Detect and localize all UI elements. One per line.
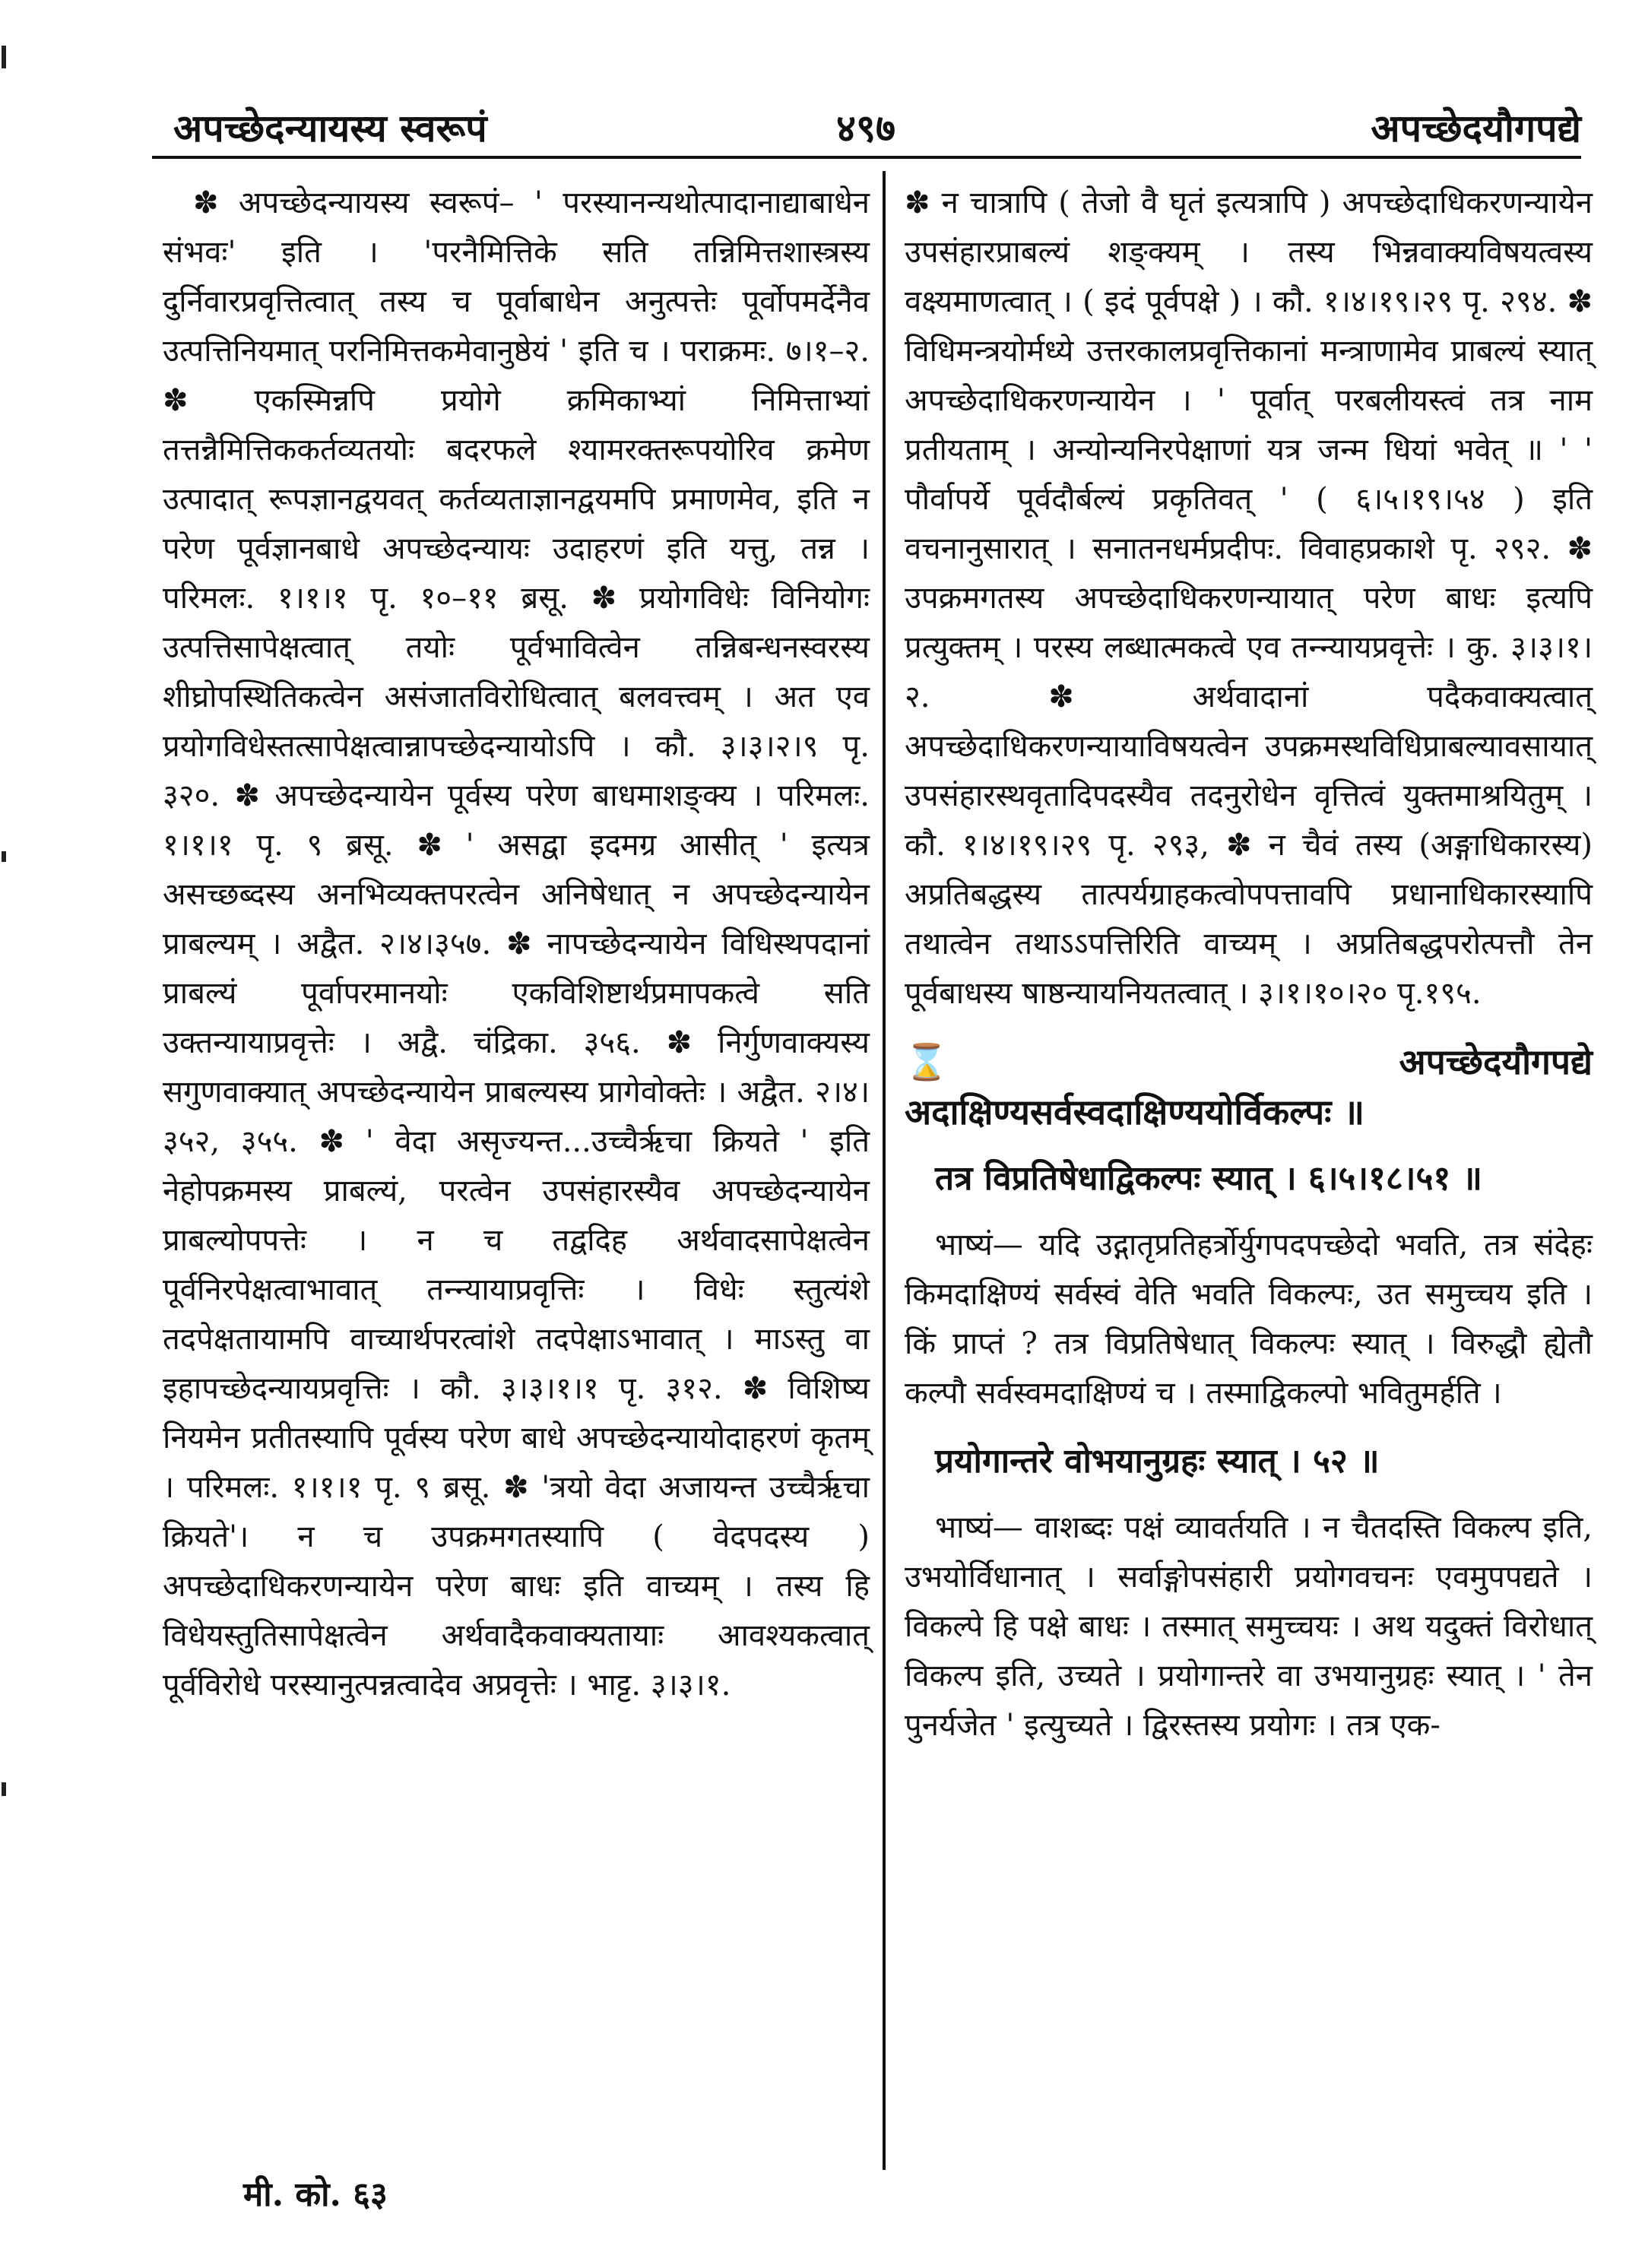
sutra-52: प्रयोगान्तरे वोभयानुग्रहः स्यात् । ५२ ॥ [935,1442,1380,1481]
running-head-right: अपच्छेदयौगपद्ये [1371,106,1581,150]
scan-edge-mark [2,851,6,862]
bhashya-51: भाष्यं— यदि उद्गातृप्रतिहर्त्रोर्युगपदपच्छेदो भवति, तत्र संदेहः किमदाक्षिण्यं सर्वस्वं वेति भवति विकल्पः, उत समुच्चय इति । किं प्राप्तं ? तत्र विप्रतिषेधात् विकल्पः स्यात् । विरुद्धौ ह्येतौ कल्पौ सर्वस्वमदाक्षिण्यं च । तस्माद्विकल्पो भवितुमर्हति । [905,1227,1593,1411]
scan-edge-mark [2,1782,6,1796]
page-number: ४९७ [836,106,895,150]
right-column [905,179,1593,1769]
bhashya-52: भाष्यं— वाशब्दः पक्षं व्यावर्तयति । न चैतदस्ति विकल्प इति, उभयोर्विधानात् । सर्वाङ्गोपसंहारी प्रयोगवचनः एवमुपपद्यते । विकल्पे हि पक्षे बाधः । तस्मात् समुच्चयः । अथ यदुक्तं विरोधात् विकल्प इति, उच्यते । प्रयोगान्तरे वा उभयानुग्रहः स्यात् । ' तेन पुनर्यजेत ' इत्युच्यते । द्विरस्तस्य प्रयोगः । तत्र एक- [905,1510,1593,1743]
running-head-left: अपच्छेदन्यायस्य स्वरूपं [173,106,487,150]
scan-edge-mark [2,46,6,68]
sutra-51: तत्र विप्रतिषेधाद्विकल्पः स्यात् । ६।५।१८।५१ ॥ [935,1159,1482,1198]
left-column [163,179,870,1728]
section-heading: ⌛ अपच्छेदयौगपद्ये अदाक्षिण्यसर्वस्वदाक्षिण्ययोर्विकल्पः ॥ [905,1041,1593,1132]
header-rule [152,156,1581,159]
page-header [152,87,1581,156]
column-divider [883,171,886,2170]
left-column-text: ✽ अपच्छेदन्यायस्य स्वरूपं– ' परस्यानन्यथोत्पादानाद्याबाधेन संभवः' इति । 'परनैमित्तिके सति तन्निमित्तशास्त्रस्य दुर्निवारप्रवृत्तित्वात् तस्य च पूर्वाबाधेन अनुत्पत्तेः पूर्वोपमर्देनैव उत्पत्तिनियमात् परनिमित्तकमेवानुष्ठेयं ' इति च । पराक्रमः. ७।१–२. ✽ एकस्मिन्नपि प्रयोगे क्रमिकाभ्यां निमित्ताभ्यां तत्तन्नैमित्तिककर्तव्यतयोः बदरफले श्यामरक्तरूपयोरिव क्रमेण उत्पादात् रूपज्ञानद्वयवत् कर्तव्यताज्ञानद्वयमपि प्रमाणमेव, इति न परेण पूर्वज्ञानबाधे अपच्छेदन्यायः उदाहरणं इति यत्तु, तन्न । परिमलः. १।१।१ पृ. १०–११ ब्रसू. ✽ प्रयोगविधेः विनियोगः उत्पत्तिसापेक्षत्वात् तयोः पूर्वभावित्वेन तन्निबन्धनस्वरस्य शीघ्रोपस्थितिकत्वेन असंजातविरोधित्वात् बलवत्त्वम् । अत एव प्रयोगविधेस्तत्सापेक्षत्वान्नापच्छेदन्यायोऽपि । कौ. ३।३।२।९ पृ. ३२०. ✽ अपच्छेदन्यायेन पूर्वस्य परेण बाधमाशङ्क्य । परिमलः. १।१।१ पृ. ९ ब्रसू. ✽ ' असद्वा इदमग्र आसीत् ' इत्यत्र असच्छब्दस्य अनभिव्यक्तपरत्वेन अनिषेधात् न अपच्छेदन्यायेन प्राबल्यम् । अद्वैत. २।४।३५७. ✽ नापच्छेदन्यायेन विधिस्थपदानां प्राबल्यं पूर्वापरमानयोः एकविशिष्टार्थप्रमापकत्वे सति उक्तन्यायाप्रवृत्तेः । अद्वै. चंद्रिका. ३५६. ✽ निर्गुणवाक्यस्य सगुणवाक्यात् अपच्छेदन्यायेन प्राबल्यस्य प्रागेवोक्तेः । अद्वैत. २।४।३५२, ३५५. ✽ ' वेदा असृज्यन्त...उच्चैर्ऋचा क्रियते ' इति नेहोपक्रमस्य प्राबल्यं, परत्वेन उपसंहारस्यैव अपच्छेदन्यायेन प्राबल्योपपत्तेः । न च तद्वदिह अर्थवादसापेक्षत्वेन पूर्वनिरपेक्षत्वाभावात् तन्न्यायाप्रवृत्तिः । विधेः स्तुत्यंशे तदपेक्षतायामपि वाच्यार्थपरत्वांशे तदपेक्षाऽभावात् । माऽस्तु वा इहापच्छेदन्यायप्रवृत्तिः । कौ. ३।३।१।१ पृ. ३१२. ✽ विशिष्य नियमेन प्रतीतस्यापि पूर्वस्य परेण बाधे अपच्छेदन्यायोदाहरणं कृतम् । परिमलः. १।१।१ पृ. ९ ब्रसू. ✽ 'त्रयो वेदा अजायन्त उच्चैर्ऋचा क्रियते'। न च उपक्रमगतस्यापि ( वेदपदस्य ) अपच्छेदाधिकरणन्यायेन परेण बाधः इति वाच्यम् । तस्य हि विधेयस्तुतिसापेक्षत्वेन अर्थवादैकवाक्यतायाः आवश्यकत्वात् पूर्वविरोधे परस्यानुत्पन्नत्वादेव अप्रवृत्तेः । भाट्ट. ३।३।१. [163,185,870,1703]
right-column-text: ✽ न चात्रापि ( तेजो वै घृतं इत्यत्रापि ) अपच्छेदाधिकरणन्यायेन उपसंहारप्राबल्यं शङ्क्यम् । तस्य भिन्नवाक्यविषयत्वस्य वक्ष्यमाणत्वात् । ( इदं पूर्वपक्षे ) । कौ. १।४।१९।२९ पृ. २९४. ✽ विधिमन्त्रयोर्मध्ये उत्तरकालप्रवृत्तिकानां मन्त्राणामेव प्राबल्यं स्यात् अपच्छेदाधिकरणन्यायेन । ' पूर्वात् परबलीयस्त्वं तत्र नाम प्रतीयताम् । अन्योन्यनिरपेक्षाणां यत्र जन्म धियां भवेत् ॥ ' ' पौर्वापर्ये पूर्वदौर्बल्यं प्रकृतिवत् ' ( ६।५।१९।५४ ) इति वचनानुसारात् । सनातनधर्मप्रदीपः. विवाहप्रकाशे पृ. २९२. ✽ उपक्रमगतस्य अपच्छेदाधिकरणन्यायात् परेण बाधः इत्यपि प्रत्युक्तम् । परस्य लब्धात्मकत्वे एव तन्न्यायप्रवृत्तेः । कु. ३।३।१।२. ✽ अर्थवादानां पदैकवाक्यत्वात् अपच्छेदाधिकरणन्यायाविषयत्वेन उपक्रमस्थविधिप्राबल्यावसायात् उपसंहारस्थवृतादिपदस्यैव तदनुरोधेन वृत्तित्वं युक्तमाश्रयितुम् । कौ. १।४।१९।२९ पृ. २९३, ✽ न चैवं तस्य (अङ्गाधिकारस्य) अप्रतिबद्धस्य तात्पर्यग्राहकत्वोपपत्तावपि प्रधानाधिकारस्यापि तथात्वेन तथाऽऽपत्तिरिति वाच्यम् । अप्रतिबद्धपरोत्पत्तौ तेन पूर्वबाधस्य षाष्ठन्यायनियतत्वात् । ३।१।१०।२० पृ.१९५. [905,185,1593,1011]
page-footer-signature: मी. को. ६३ [243,2175,388,2214]
